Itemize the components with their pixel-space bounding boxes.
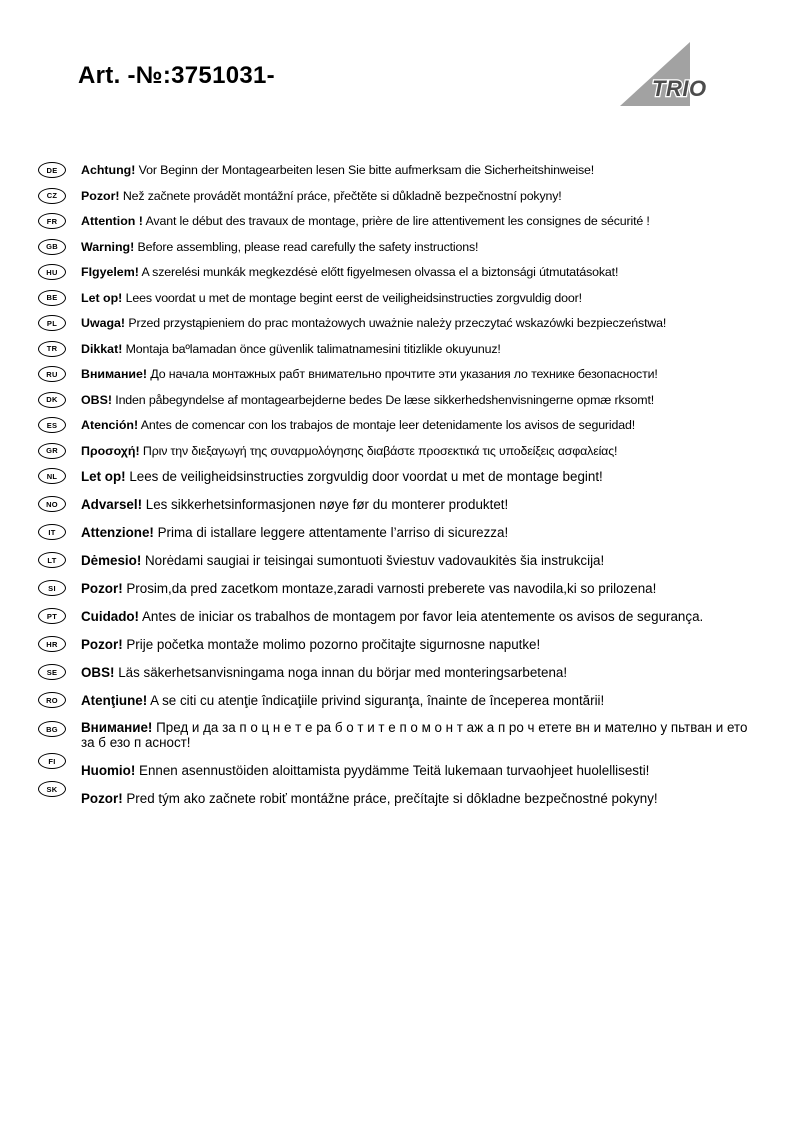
language-badge-sk: SK bbox=[38, 781, 66, 797]
language-badge-lt: LT bbox=[38, 552, 66, 568]
language-badge-dk: DK bbox=[38, 392, 66, 408]
notice-lead-word: Pozor! bbox=[81, 188, 120, 203]
language-badge-pl: PL bbox=[38, 315, 66, 331]
language-badge-fi: FI bbox=[38, 753, 66, 769]
language-badge-hr: HR bbox=[38, 636, 66, 652]
language-badge-ro: RO bbox=[38, 692, 66, 708]
notice-row-be bbox=[38, 290, 754, 306]
language-badge-fr: FR bbox=[38, 213, 66, 229]
language-badge-se: SE bbox=[38, 664, 66, 680]
language-badge-hu: HU bbox=[38, 264, 66, 280]
notice-lead-word: Pozor! bbox=[81, 790, 123, 806]
notice-text-cz: Pozor! Než začnete provádět montážní práce, přečtěte si důkladně bezpečnostní pokyny! bbox=[81, 188, 562, 203]
trio-logo-text: TRIO bbox=[652, 76, 707, 101]
notice-row-fi bbox=[38, 756, 754, 778]
notice-text-se: OBS! Läs säkerhetsanvisningama noga innan du börjar med monteringsarbetena! bbox=[81, 664, 568, 680]
notice-row-it bbox=[38, 524, 754, 540]
notice-text-fi: Huomio! Ennen asennustöiden aloittamista pyydämme Teitä lukemaan turvaohjeet huolellisesti! bbox=[81, 762, 650, 778]
notice-lead-word: Pozor! bbox=[81, 636, 123, 652]
notice-lead-word: Προσοχή! bbox=[81, 443, 140, 458]
notice-text-hu: FIgyelem! A szerelési munkák megkezdésė előtt figyelmesen olvassa el a biztonsági útmutatásokat! bbox=[81, 265, 619, 279]
article-number-title: Art. -№:3751031- bbox=[78, 62, 275, 89]
notice-text-hr: Pozor! Prije početka montaže molimo pozorno pročitajte sigurnosne naputke! bbox=[81, 636, 541, 652]
language-badge-si: SI bbox=[38, 580, 66, 596]
notice-row-hr bbox=[38, 636, 754, 652]
notice-text-es: Atención! Antes de comencar con los trabajos de montaje leer detenidamente los avisos de seguridad! bbox=[81, 418, 636, 432]
notice-text-nl: Let op! Lees de veiligheidsinstructies zorgvuldig door voordat u met de montage begint! bbox=[81, 468, 603, 484]
language-badge-be: BE bbox=[38, 290, 66, 306]
notice-lead-word: Let op! bbox=[81, 290, 123, 305]
language-badge-nl: NL bbox=[38, 468, 66, 484]
notice-row-nl bbox=[38, 468, 754, 484]
notice-text-sk: Pozor! Pred tým ako začnete robiť montážne práce, prečítajte si dôkladne bezpečnostné pokyny! bbox=[81, 790, 658, 806]
notice-text-ro: Atenţiune! A se citi cu atenţie îndicaţiile privind siguranţa, înainte de începerea montării! bbox=[81, 692, 605, 708]
notice-text-dk: OBS! Inden påbegyndelse af montagearbejderne bedes De læse sikkerhedshenvisningerne opmæ rksomt! bbox=[81, 392, 655, 407]
notice-lead-word: Внимание! bbox=[81, 367, 148, 381]
notice-row-pl bbox=[38, 315, 754, 331]
language-badge-tr: TR bbox=[38, 341, 66, 357]
notice-lead-word: Attention ! bbox=[81, 214, 143, 228]
notice-row-gr bbox=[38, 443, 754, 459]
notice-text-gb: Warning! Before assembling, please read carefully the safety instructions! bbox=[81, 239, 479, 254]
notice-row-es bbox=[38, 417, 754, 433]
notice-lead-word: Uwaga! bbox=[81, 316, 126, 330]
notice-text-fr: Attention ! Avant le début des travaux de montage, prière de lire attentivement les consignes de sécurité ! bbox=[81, 214, 650, 228]
notice-text-pt: Cuidado! Antes de iniciar os trabalhos de montagem por favor leia atentemente os avisos de segurança. bbox=[81, 608, 704, 624]
notice-lead-word: Dėmesio! bbox=[81, 552, 142, 568]
notice-lead-word: Pozor! bbox=[81, 580, 123, 596]
language-badge-gb: GB bbox=[38, 239, 66, 255]
notice-text-tr: Dikkat! Montaja baºlamadan önce güvenlik talimatnamesini titizlikle okuyunuz! bbox=[81, 341, 501, 356]
notice-row-dk bbox=[38, 392, 754, 408]
notice-row-lt bbox=[38, 552, 754, 568]
language-badge-es: ES bbox=[38, 417, 66, 433]
notice-row-sk bbox=[38, 784, 754, 806]
notice-row-se bbox=[38, 664, 754, 680]
language-badge-de: DE bbox=[38, 162, 66, 178]
notice-row-ru bbox=[38, 366, 754, 382]
language-badge-bg: BG bbox=[38, 721, 66, 737]
language-badge-it: IT bbox=[38, 524, 66, 540]
notice-row-cz bbox=[38, 188, 754, 204]
notice-lead-word: Warning! bbox=[81, 239, 135, 254]
language-badge-ru: RU bbox=[38, 366, 66, 382]
notice-row-fr bbox=[38, 213, 754, 229]
notice-text-lt: Dėmesio! Norėdami saugiai ir teisingai sumontuoti šviestuv vadovaukitės šia instrukcija! bbox=[81, 552, 605, 568]
notice-lead-word: Attenzione! bbox=[81, 524, 154, 540]
notice-lead-word: Cuidado! bbox=[81, 608, 140, 624]
notice-row-ro bbox=[38, 692, 754, 708]
notice-lead-word: Advarsel! bbox=[81, 496, 143, 512]
language-badge-pt: PT bbox=[38, 608, 66, 624]
notice-lead-word: OBS! bbox=[81, 664, 115, 680]
notice-lead-word: Dikkat! bbox=[81, 341, 123, 356]
notice-lead-word: Let op! bbox=[81, 468, 126, 484]
notice-row-de bbox=[38, 162, 754, 178]
notice-row-pt bbox=[38, 608, 754, 624]
notice-text-no: Advarsel! Les sikkerhetsinformasjonen nøye før du monterer produktet! bbox=[81, 496, 509, 512]
notice-row-gb bbox=[38, 239, 754, 255]
notice-row-hu bbox=[38, 264, 754, 280]
notice-text-bg: Внимание! Пред и да за п о ц н е т е ра б о т и т е п о м о н т аж а п ро ч етете вн и мателно у пьтван и ето за б езо п асност! bbox=[81, 720, 748, 750]
notice-text-be: Let op! Lees voordat u met de montage begint eerst de veiligheidsinstructies zorgvuldig door! bbox=[81, 290, 582, 305]
notice-row-bg bbox=[38, 720, 754, 750]
notice-text-pl: Uwaga! Przed przystąpieniem do prac montażowych uważnie należy przeczytać wskazówki bezpieczeństwa! bbox=[81, 316, 667, 330]
notice-row-no bbox=[38, 496, 754, 512]
notice-lead-word: Внимание! bbox=[81, 720, 153, 735]
notice-lead-word: Huomio! bbox=[81, 762, 136, 778]
notice-lead-word: Atención! bbox=[81, 418, 139, 432]
notice-text-de: Achtung! Vor Beginn der Montagearbeiten lesen Sie bitte aufmerksam die Sicherheitshinweise! bbox=[81, 163, 595, 177]
notice-lead-word: OBS! bbox=[81, 392, 112, 407]
language-badge-gr: GR bbox=[38, 443, 66, 459]
notice-text-gr: Προσοχή! Πριν την διεξαγωγή της συναρμολόγησης διαβάστε προσεκτικά τις υποδείξεις ασφαλείας! bbox=[81, 443, 618, 458]
trio-logo bbox=[612, 40, 722, 110]
notice-row-tr bbox=[38, 341, 754, 357]
notice-lead-word: FIgyelem! bbox=[81, 265, 139, 279]
notice-lead-word: Achtung! bbox=[81, 163, 136, 177]
notice-text-si: Pozor! Prosim,da pred zacetkom montaze,zaradi varnosti preberete vas navodila,ki so prilozena! bbox=[81, 580, 657, 596]
language-badge-no: NO bbox=[38, 496, 66, 512]
safety-notices-list bbox=[38, 162, 754, 818]
notice-text-it: Attenzione! Prima di istallare leggere attentamente l’arriso di sicurezza! bbox=[81, 524, 509, 540]
notice-lead-word: Atenţiune! bbox=[81, 692, 148, 708]
notice-row-si bbox=[38, 580, 754, 596]
trio-logo-icon bbox=[612, 40, 722, 110]
language-badge-cz: CZ bbox=[38, 188, 66, 204]
notice-text-ru: Внимание! До начала монтажных рабт внимательно прочтите эти указания ло технике безопасности! bbox=[81, 367, 658, 381]
